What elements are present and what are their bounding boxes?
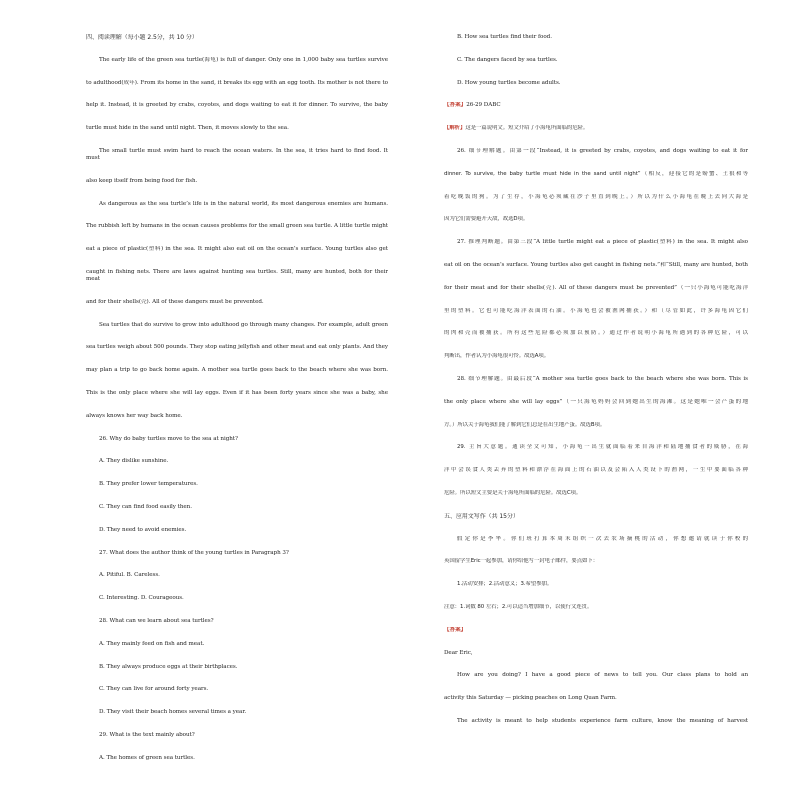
explanation-line: dinner. To survive, the baby turtle must hide in the sand until night”（相反，迎接它的是螃蟹、土狼和等 (444, 170, 748, 177)
passage-line: Sea turtles that do survive to grow into adulthood go through many changes. For example, adult green (99, 321, 388, 328)
writing-notes: 注意：1.词数 80 左右；2.可以适当增加细节，以使行文连贯。 (444, 603, 593, 610)
option-line: C. They can live for around forty years. (99, 686, 209, 693)
letter-greeting: Dear Eric, (444, 649, 473, 656)
letter-line: The activity is meant to help students experience farm culture, know the meaning of harvest (457, 717, 748, 724)
answer-line (444, 102, 748, 109)
passage-line: caught in fishing nets. There are laws against hunting sea turtles. Still, many are hunted, both for their meat (86, 268, 388, 282)
section-title-writing: 五、应用文写作（共 15分） (444, 512, 519, 520)
passage-line: eat a piece of plastic(塑料) in the sea. It might also eat oil on the ocean’s surface. Young turtles also get (86, 246, 388, 253)
explanation-line: 里的塑料。它也可能吃海洋表面的石油。小海龟也会被渔网捕获。）和（尽管如此，许多海龟因它们 (444, 307, 748, 314)
option-line: C. Interesting. D. Courageous. (99, 595, 184, 602)
question-29: 29. What is the text mainly about? (99, 731, 195, 738)
option-line: A. Pitiful. B. Careless. (99, 572, 160, 579)
explanation-line: 危险。所以短文主要是关于海龟所面临的危险。故选C项。 (444, 489, 582, 496)
option-line: D. They need to avoid enemies. (99, 526, 187, 533)
explanation-line: eat oil on the ocean’s surface. Young turtles also get caught in fishing nets.”和“Still, many are hunted, both (444, 261, 748, 268)
writing-prompt-line: 假定你是李华。你们班打算本周末组织一次去农场摘桃的活动，你想邀请就读于你校的 (457, 535, 748, 542)
option-line: B. They prefer lower temperatures. (99, 481, 198, 488)
section-title-reading: 四、阅读理解（每小题 2.5分，共 10 分） (86, 34, 198, 41)
passage-line: help it. Instead, it is greeted by crabs, coyotes, and dogs waiting to eat it for dinner. To survive, the baby (86, 102, 388, 109)
question-28: 28. What can we learn about sea turtles? (99, 617, 214, 624)
option-line: A. The homes of green sea turtles. (99, 754, 195, 761)
letter-line: activity this Saturday — picking peaches on Long Quan Farm. (444, 695, 617, 702)
explanation-line: 的肉和壳而被捕获。所有这些危险都必须加以预防。）通过作者说明小海龟所遇到的各种危险，可以 (444, 330, 748, 337)
explanation-line: 洋中会误食人类丢弃的塑料和漂浮在海面上的石油以及会陷入人类设下的渔网，一生中要面临各种 (444, 467, 748, 474)
explanation-line: 着吃晚饭的狗。为了生存，小海龟必须藏在沙子里直到晚上。）所以为什么小海龟在晚上去向大海是 (444, 193, 748, 200)
option-line: A. They mainly feed on fish and meat. (99, 640, 205, 647)
passage-line: to adulthood(成年). From its home in the sand, it breaks its egg with an egg tooth. Its mother is not there to (86, 79, 388, 86)
explanation-line: 26. 细节理解题。由第一段“Instead, it is greeted by crabs, coyotes, and dogs waiting to eat it for (457, 147, 748, 154)
question-27: 27. What does the author think of the young turtles in Paragraph 3? (99, 549, 289, 556)
option-line: A. They dislike sunshine. (99, 458, 169, 465)
passage-line: may plan a trip to go back home again. A mother sea turtle goes back to the beach where she was born. (86, 367, 388, 374)
answer-tag-writing: 【答案】 (444, 626, 467, 633)
answer-tag: 【答案】 (444, 102, 467, 109)
analysis-line (444, 125, 748, 132)
passage-line: and for their shells(壳). All of these dangers must be prevented. (86, 298, 264, 305)
explanation-line: the only place where she will lay eggs”（一只海龟妈妈会回到她出生的海滩。这是她唯一会产蛋的地 (444, 398, 748, 405)
answer-keys: 26-29 DABC (466, 102, 501, 109)
passage-line: always knows her way back home. (86, 412, 183, 419)
writing-points: 1.活动安排；2.活动意义；3.希望参加。 (457, 581, 553, 588)
passage-line: This is the only place where she will lay eggs. Even if it has been forty years since she was a baby, she (86, 389, 388, 396)
explanation-line: 28. 细节理解题。由最后段“A mother sea turtle goes back to the beach where she was born. This is (457, 375, 748, 382)
letter-line: How are you doing? I have a good piece of news to tell you. Our class plans to hold an (457, 672, 748, 679)
explanation-line: for their meat and for their shells(壳). All of these dangers must be prevented”（一只小海龟可能吃海洋 (444, 284, 748, 291)
question-26: 26. Why do baby turtles move to the sea at night? (99, 435, 238, 442)
analysis-tag: 【解析】 (444, 125, 466, 132)
passage-line: As dangerous as the sea turtle’s life is in the natural world, its most dangerous enemies are humans. (99, 200, 388, 207)
explanation-line: 29. 主旨大意题。通读全文可知，小海龟一出生就面临着来自海洋和陆地捕食者的威胁，在海 (457, 444, 748, 451)
option-line: B. How sea turtles find their food. (457, 34, 552, 40)
explanation-line: 因为它们需要避开天敌，故选D项。 (444, 216, 529, 223)
option-line: C. They can find food easily then. (99, 503, 192, 510)
explanation-line: 方。）所以关于海龟我们能了解到它们总是在出生地产蛋。故选B项。 (444, 421, 606, 428)
passage-line: The small turtle must swim hard to reach the ocean waters. In the sea, it tries hard to find food. It must (86, 147, 388, 161)
writing-prompt-line: 英国留学生Eric一起参加，请你给他写一封电子邮件，要点如下： (444, 558, 599, 565)
explanation-line: 27. 推理判断题。由第三段“A little turtle might eat a piece of plastic(塑料) in the sea. It might also (457, 239, 748, 246)
passage-line: also keep itself from being food for fish. (86, 177, 198, 184)
right-column (444, 34, 748, 741)
analysis-summary: 这是一篇说明文。短文介绍了小海龟所面临的危险。 (465, 125, 589, 132)
option-line: C. The dangers faced by sea turtles. (457, 56, 558, 63)
passage-line: The early life of the green sea turtle(海龟) is full of danger. Only one in 1,000 baby sea turtles survive (99, 56, 388, 63)
left-column (86, 34, 388, 778)
passage-line: sea turtles weigh about 500 pounds. They stop eating jellyfish and other meat and eat only plants. And they (86, 344, 388, 351)
passage-line: The rubbish left by humans in the ocean causes problems for the small green sea turtle. A little turtle might (86, 223, 388, 230)
passage-line: turtle must hide in the sand until night. Then, it moves slowly to the sea. (86, 125, 289, 132)
option-line: B. They always produce eggs at their birthplaces. (99, 663, 238, 670)
option-line: D. How young turtles become adults. (457, 79, 561, 86)
explanation-line: 判断出，作者认为小海龟很可怜。故选A项。 (444, 353, 550, 360)
option-line: D. They visit their beach homes several times a year. (99, 709, 247, 716)
